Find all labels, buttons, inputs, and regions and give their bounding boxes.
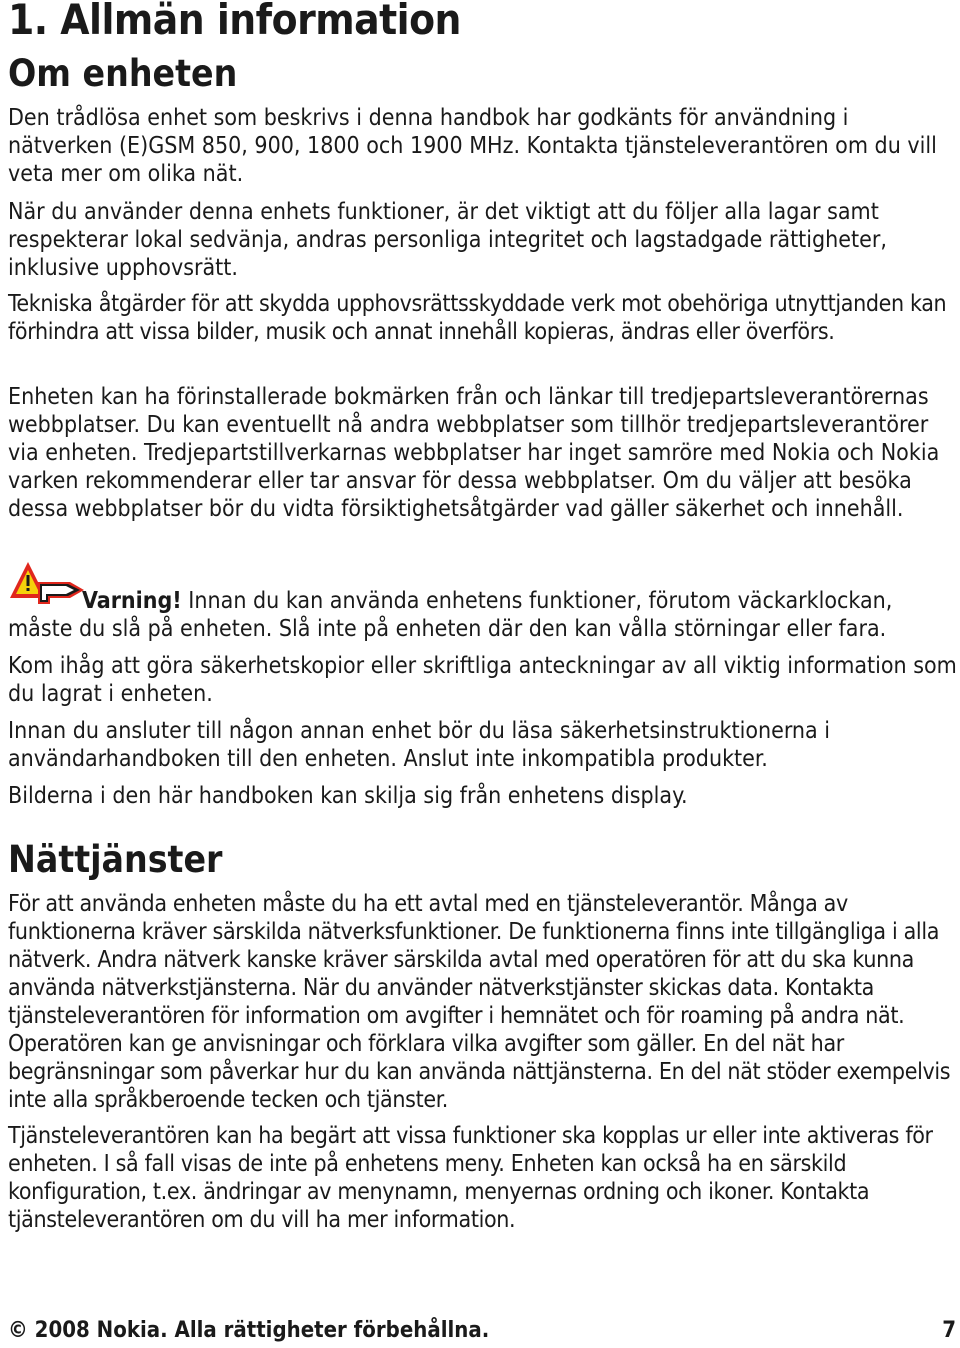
paragraph: Innan du ansluter till någon annan enhet bör du läsa säkerhetsinstruktionerna i användarhandboken till den enheten. Anslut inte inkompatibla produkter. bbox=[8, 718, 831, 772]
section-heading-nattjanster: Nättjänster bbox=[8, 838, 223, 881]
paragraph: När du använder denna enhets funktioner, är det viktigt att du följer alla lagar samt respekterar lokal sedvänja, andras personliga integritet och lagstadgade rättigheter, inklusive upphovsrätt. bbox=[8, 199, 887, 281]
copyright-notice: © 2008 Nokia. Alla rättigheter förbehållna. bbox=[8, 1318, 490, 1343]
paragraph: Tjänsteleverantören kan ha begärt att vissa funktioner ska kopplas ur eller inte aktiveras för enheten. I så fall visas de inte på enhetens meny. Enheten kan också ha en särskild konfiguration, t.ex. ändringar av menynamn, menyernas ordning och ikoner. Kontakta tjänsteleverantören om du vill ha mer information. bbox=[8, 1123, 933, 1233]
warning-paragraph bbox=[8, 587, 958, 643]
page-footer bbox=[8, 1318, 956, 1344]
section-heading-om-enheten: Om enheten bbox=[8, 52, 238, 95]
warning-label: Varning! bbox=[82, 588, 182, 614]
paragraph: Tekniska åtgärder för att skydda upphovsrättsskyddade verk mot obehöriga utnyttjanden kan förhindra att vissa bilder, musik och annat innehåll kopieras, ändras eller överförs. bbox=[8, 291, 947, 345]
paragraph: Kom ihåg att göra säkerhetskopior eller skriftliga anteckningar av all viktig information som du lagrat i enheten. bbox=[8, 653, 957, 707]
warning-text: Innan du kan använda enhetens funktioner, förutom väckarklockan, måste du slå på enheten. Slå inte på enheten där den kan vålla störningar eller fara. bbox=[8, 588, 893, 642]
paragraph: Enheten kan ha förinstallerade bokmärken från och länkar till tredjepartsleverantörernas webbplatser. Du kan eventuellt nå andra webbplatser som tillhör tredjepartsleverantörer via enheten. Tredjepartstillverkarnas webbplatser har inget samröre med Nokia och Nokia varken rekommenderar eller tar ansvar för dessa webbplatser. Om du väljer att besöka dessa webbplatser bör du vidta försiktighetsåtgärder vad gäller säkerhet och innehåll. bbox=[8, 384, 940, 522]
paragraph: För att använda enheten måste du ha ett avtal med en tjänsteleverantör. Många av funktionerna kräver särskilda nätverksfunktioner. De funktionerna finns inte tillgängliga i alla nätverk. Andra nätverk kanske kräver särskilda avtal med operatören för att du ska kunna använda nätverkstjänsterna. När du använder nätverkstjänster skickas data. Kontakta tjänsteleverantören för information om avgifter i hemnätet och för roaming på andra nät. Operatören kan ge anvisningar och förklara vilka avgifter som gäller. En del nät har begränsningar som påverkar hur du kan använda nättjänsterna. En del nät stöder exempelvis inte alla språkberoende tecken och tjänster. bbox=[8, 891, 951, 1113]
paragraph: Den trådlösa enhet som beskrivs i denna handbok har godkänts för användning i nätverken (E)GSM 850, 900, 1800 och 1900 MHz. Kontakta tjänsteleverantören om du vill veta mer om olika nät. bbox=[8, 105, 937, 187]
paragraph: Bilderna i den här handboken kan skilja sig från enhetens display. bbox=[8, 783, 688, 809]
chapter-title: 1. Allmän information bbox=[8, 0, 461, 44]
page-number: 7 bbox=[942, 1318, 956, 1343]
